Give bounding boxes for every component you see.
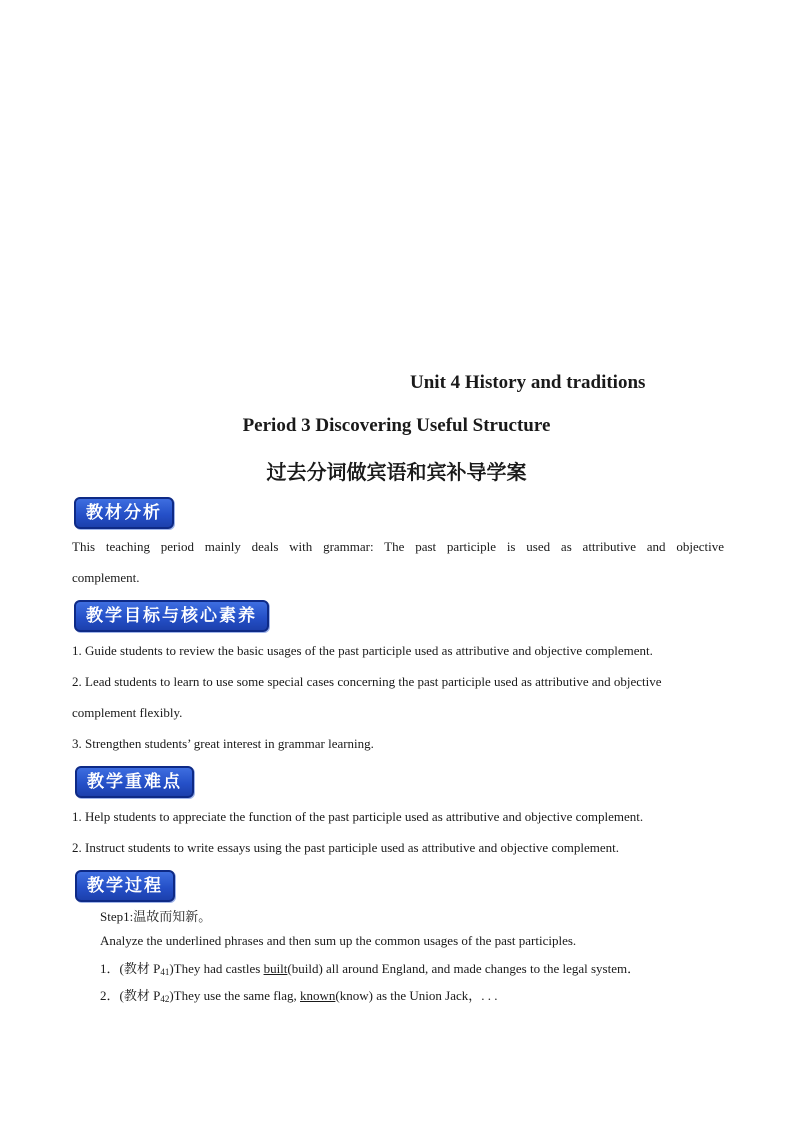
example-1-number: 1． (100, 961, 120, 976)
example-2 (100, 985, 498, 1004)
analysis-text-line2: complement. (72, 570, 140, 585)
unit-title: Unit 4 History and traditions (410, 372, 646, 393)
example-2-underlined: known (300, 988, 336, 1003)
key-point-item-1: 1. Help students to appreciate the function of the past participle used as attributive and objective complement. (72, 809, 644, 824)
example-2-number: 2． (100, 988, 120, 1003)
example-1-ref-suffix: ) (169, 961, 174, 976)
example-2-text-before: They use the same flag, (173, 988, 301, 1003)
example-2-text-after: (know) as the Union Jack，. . . (335, 988, 498, 1003)
example-1-ref-prefix: (教材 P (119, 961, 161, 976)
example-2-ref-page: 42 (160, 994, 170, 1004)
objective-item-2-line1: 2. Lead students to learn to use some special cases concerning the past participle used as attributive and objective (72, 674, 662, 689)
badge-objectives: 教学目标与核心素养 (74, 600, 269, 632)
process-instruction: Analyze the underlined phrases and then sum up the common usages of the past participles. (100, 933, 577, 948)
step1-heading: Step1:温故而知新。 (100, 909, 212, 924)
example-1-ref-page: 41 (160, 967, 170, 977)
analysis-text-line1: This teaching period mainly deals with grammar: The past participle is used as attributive and objective (72, 539, 724, 554)
example-2-ref-prefix: (教材 P (119, 988, 161, 1003)
badge-textbook-analysis: 教材分析 (74, 497, 174, 529)
chinese-title: 过去分词做宾语和宾补导学案 (266, 460, 527, 484)
objective-item-3: 3. Strengthen students’ great interest in grammar learning. (72, 736, 374, 751)
badge-teaching-process: 教学过程 (75, 870, 175, 902)
example-2-ref-suffix: ) (169, 988, 174, 1003)
key-point-item-2: 2. Instruct students to write essays using the past participle used as attributive and objective complement. (72, 840, 619, 855)
badge-key-points: 教学重难点 (75, 766, 194, 798)
example-1-underlined: built (263, 961, 288, 976)
objective-item-1: 1. Guide students to review the basic usages of the past participle used as attributive and objective complement. (72, 643, 653, 658)
period-title: Period 3 Discovering Useful Structure (242, 415, 551, 436)
example-1-text-before: They had castles (173, 961, 264, 976)
objective-item-2-line2: complement flexibly. (72, 705, 183, 720)
example-1 (100, 958, 640, 977)
example-1-text-after: (build) all around England, and made changes to the legal system． (287, 961, 641, 976)
